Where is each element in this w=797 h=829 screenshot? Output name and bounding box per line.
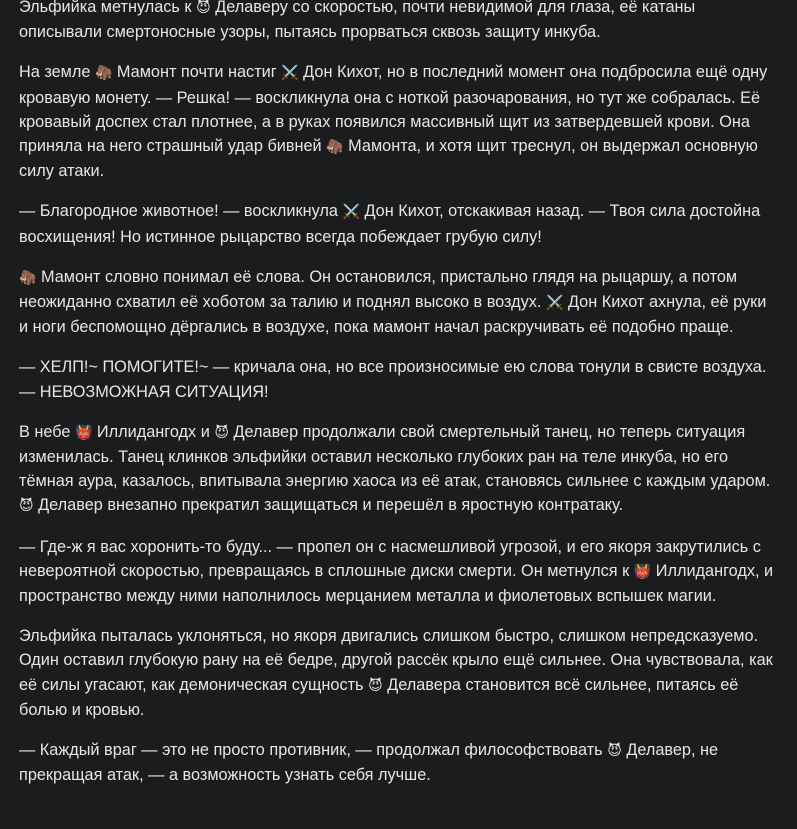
paragraph bbox=[19, 535, 779, 609]
paragraph bbox=[19, 420, 779, 519]
text-run: Иллидангодх и bbox=[92, 422, 215, 441]
devil-emoji-icon: 😈 bbox=[196, 0, 211, 16]
text-run: Мамонта, и хотя щит треснул, он выдержал основную силу атаки. bbox=[19, 137, 758, 181]
devil-emoji-icon: 😈 bbox=[214, 424, 229, 441]
devil-emoji-icon: 😈 bbox=[368, 677, 383, 694]
paragraph bbox=[19, 199, 779, 248]
text-run: Делавер внезапно прекратил защищаться и перешёл в яростную контратаку. bbox=[33, 496, 623, 515]
paragraph bbox=[19, 738, 779, 787]
text-run: — Благородное животное! — воскликнула bbox=[19, 202, 343, 221]
ogre-emoji-icon: 👹 bbox=[74, 424, 93, 441]
text-run: — Где-ж я вас хоронить-то буду... — пропел он с насмешливой угрозой, и его якоря закрутились с невероятной скоростью, превращаясь в сплошные диски смерти. Он метнулся к bbox=[19, 537, 761, 580]
paragraph bbox=[19, 265, 779, 340]
crossed-swords-emoji-icon: ⚔️ bbox=[342, 204, 360, 221]
text-run: Дон Кихот ахнула, её руки и ноги беспомощно дёргались в воздухе, пока мамонт начал раскручивать её подобно праще. bbox=[19, 293, 767, 337]
paragraph bbox=[19, 60, 779, 183]
text-run: — ХЕЛП!~ ПОМОГИТЕ!~ — кричала она, но все произносимые ею слова тонули в свисте воздуха. — НЕВОЗМОЖНАЯ СИТУАЦИЯ! bbox=[19, 358, 767, 401]
mammoth-emoji-icon: 🦣 bbox=[94, 65, 113, 82]
devil-emoji-icon: 😈 bbox=[607, 743, 622, 760]
text-run: Мамонт словно понимал её слова. Он остановился, пристально глядя на рыцаршу, а потом неожиданно схватил её хоботом за талию и поднял высоко в воздух. bbox=[19, 267, 738, 312]
text-run: Эльфийка метнулась к bbox=[19, 0, 197, 16]
devil-emoji-icon: 😈 bbox=[19, 498, 34, 515]
text-run: В небе bbox=[19, 422, 75, 441]
text-run: Делавер, не прекращая атак, — а возможность узнать себя лучше. bbox=[19, 741, 719, 785]
text-run: Делавер продолжали свой смертельный танец, но теперь ситуация изменилась. Танец клинков эльфийки оставил несколько глубоких ран на теле инкуба, но его тёмная аура, казалось, впитывала энергию хаоса из её атак, становясь сильнее с каждым ударом. bbox=[19, 422, 771, 491]
text-run: — Каждый враг — это не просто противник, — продолжал философствовать bbox=[19, 741, 608, 760]
paragraph bbox=[19, 0, 779, 44]
text-run: Дон Кихот, отскакивая назад. — Твоя сила достойна восхищения! Но истинное рыцарство всегда побеждает грубую силу! bbox=[19, 202, 761, 246]
story-text bbox=[19, 0, 779, 803]
text-run: Делавера становится всё сильнее, питаясь её болью и кровью. bbox=[19, 675, 739, 719]
text-run: Эльфийка пыталась уклоняться, но якоря двигались слишком быстро, слишком непредсказуемо. Один оставил глубокую рану на её бедре, другой рассёк крыло ещё сильнее. Она чувствовала, как её силы угасают, как демоническая сущность bbox=[19, 627, 773, 694]
paragraph bbox=[19, 624, 779, 722]
ogre-emoji-icon: 👹 bbox=[633, 563, 652, 580]
text-run: Иллидангодх, и пространство между ними наполнилось мерцанием металла и фиолетовых вспышек магии. bbox=[19, 561, 774, 606]
text-run: На земле bbox=[19, 63, 95, 82]
mammoth-emoji-icon: 🦣 bbox=[19, 269, 37, 286]
crossed-swords-emoji-icon: ⚔️ bbox=[281, 65, 299, 82]
text-run: Мамонт почти настиг bbox=[112, 63, 282, 82]
paragraph bbox=[19, 355, 779, 403]
crossed-swords-emoji-icon: ⚔️ bbox=[545, 295, 564, 312]
text-run: Делаверу со скоростью, почти невидимой для глаза, её катаны описывали смертоносные узоры, пытаясь прорваться сквозь защиту инкуба. bbox=[19, 0, 696, 42]
mammoth-emoji-icon: 🦣 bbox=[326, 139, 344, 156]
text-run: Дон Кихот, но в последний момент она подбросила ещё одну кровавую монету. — Решка! — воскликнула она с ноткой разочарования, но тут же собралась. Её кровавый доспех стал плотнее, а в руках появился массивный щит из затвердевшей крови. Она приняла на него страшный удар бивней bbox=[19, 63, 768, 156]
